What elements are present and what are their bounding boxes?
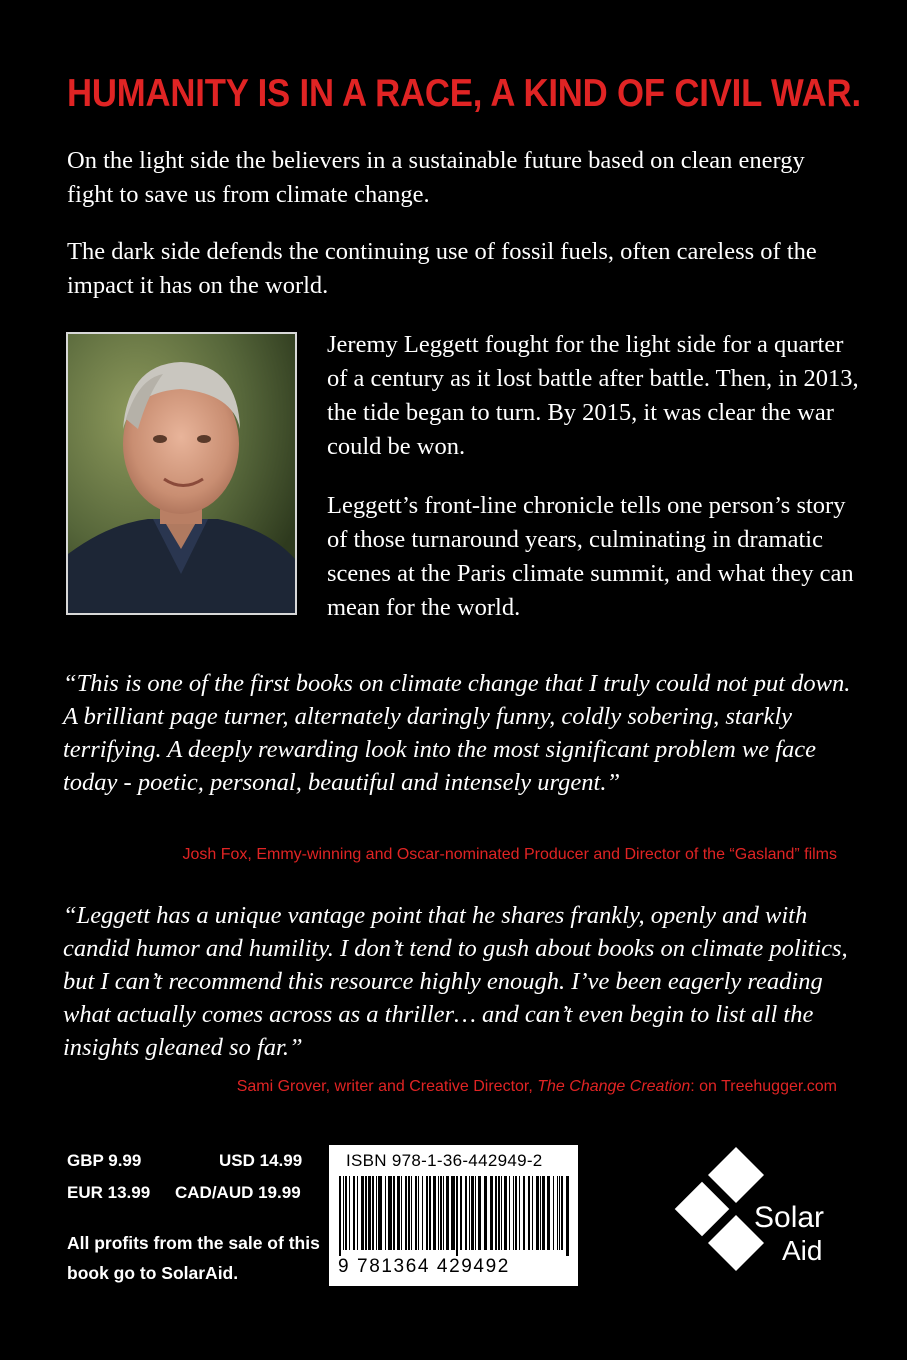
headline: HUMANITY IS IN A RACE, A KIND OF CIVIL WAR. xyxy=(67,72,861,115)
price-gbp: GBP 9.99 xyxy=(67,1151,142,1170)
isbn-barcode xyxy=(329,1145,578,1286)
testimonial-quote-1: “This is one of the first books on climate change that I truly could not put down. A brilliant page turner, alternately daringly funny, coldly sobering, starkly terrifying. A deeply rewarding look into the most significant problem we face today - poetic, personal, beautiful and intensely urgent.” xyxy=(63,670,851,796)
author-photo xyxy=(66,332,297,615)
testimonial-quote-2: “Leggett has a unique vantage point that he shares frankly, openly and with candid humor and humility. I don’t tend to gush about books on climate politics, but I can’t recommend this resource highly enough. I’ve been eagerly reading what actually comes across as a thriller… and can’t even begin to list all the insights gleaned so far.” xyxy=(63,902,848,1061)
logo-text-aid: Aid xyxy=(782,1235,823,1266)
attribution-2-prefix: Sami Grover, writer and Creative Director, xyxy=(236,1078,538,1095)
price-cad-aud: CAD/AUD 19.99 xyxy=(175,1183,301,1202)
intro-paragraph-dark-side: The dark side defends the continuing use of fossil fuels, often careless of the impact it has on the world. xyxy=(67,238,817,299)
attribution-2-suffix: : on Treehugger.com xyxy=(690,1078,837,1095)
author-bio-paragraph: Jeremy Leggett fought for the light side for a quarter of a century as it lost battle after battle. Then, in 2013, the tide began to turn. By 2015, it was clear the war could be won. xyxy=(327,331,859,460)
solaraid-logo xyxy=(664,1145,854,1295)
barcode-bars xyxy=(339,1176,569,1256)
attribution-2-title: The Change Creation xyxy=(537,1078,691,1095)
logo-text-solar: Solar xyxy=(754,1201,825,1234)
price-usd: USD 14.99 xyxy=(219,1151,303,1170)
price-eur: EUR 13.99 xyxy=(67,1183,151,1202)
isbn-digits: 9 781364 429492 xyxy=(338,1256,510,1277)
testimonial-attribution-1: Josh Fox, Emmy-winning and Oscar-nominated Producer and Director of the “Gasland” films xyxy=(182,846,837,863)
testimonial-attribution-2 xyxy=(7,1078,837,1096)
book-summary-paragraph: Leggett’s front-line chronicle tells one person’s story of those turnaround years, culminating in dramatic scenes at the Paris climate summit, and what they can mean for the world. xyxy=(327,492,854,621)
profits-note: All profits from the sale of this book go to SolarAid. xyxy=(67,1233,320,1283)
intro-paragraph-light-side: On the light side the believers in a sustainable future based on clean energy fight to save us from climate change. xyxy=(67,147,805,208)
isbn-label: ISBN 978-1-36-442949-2 xyxy=(346,1151,543,1170)
